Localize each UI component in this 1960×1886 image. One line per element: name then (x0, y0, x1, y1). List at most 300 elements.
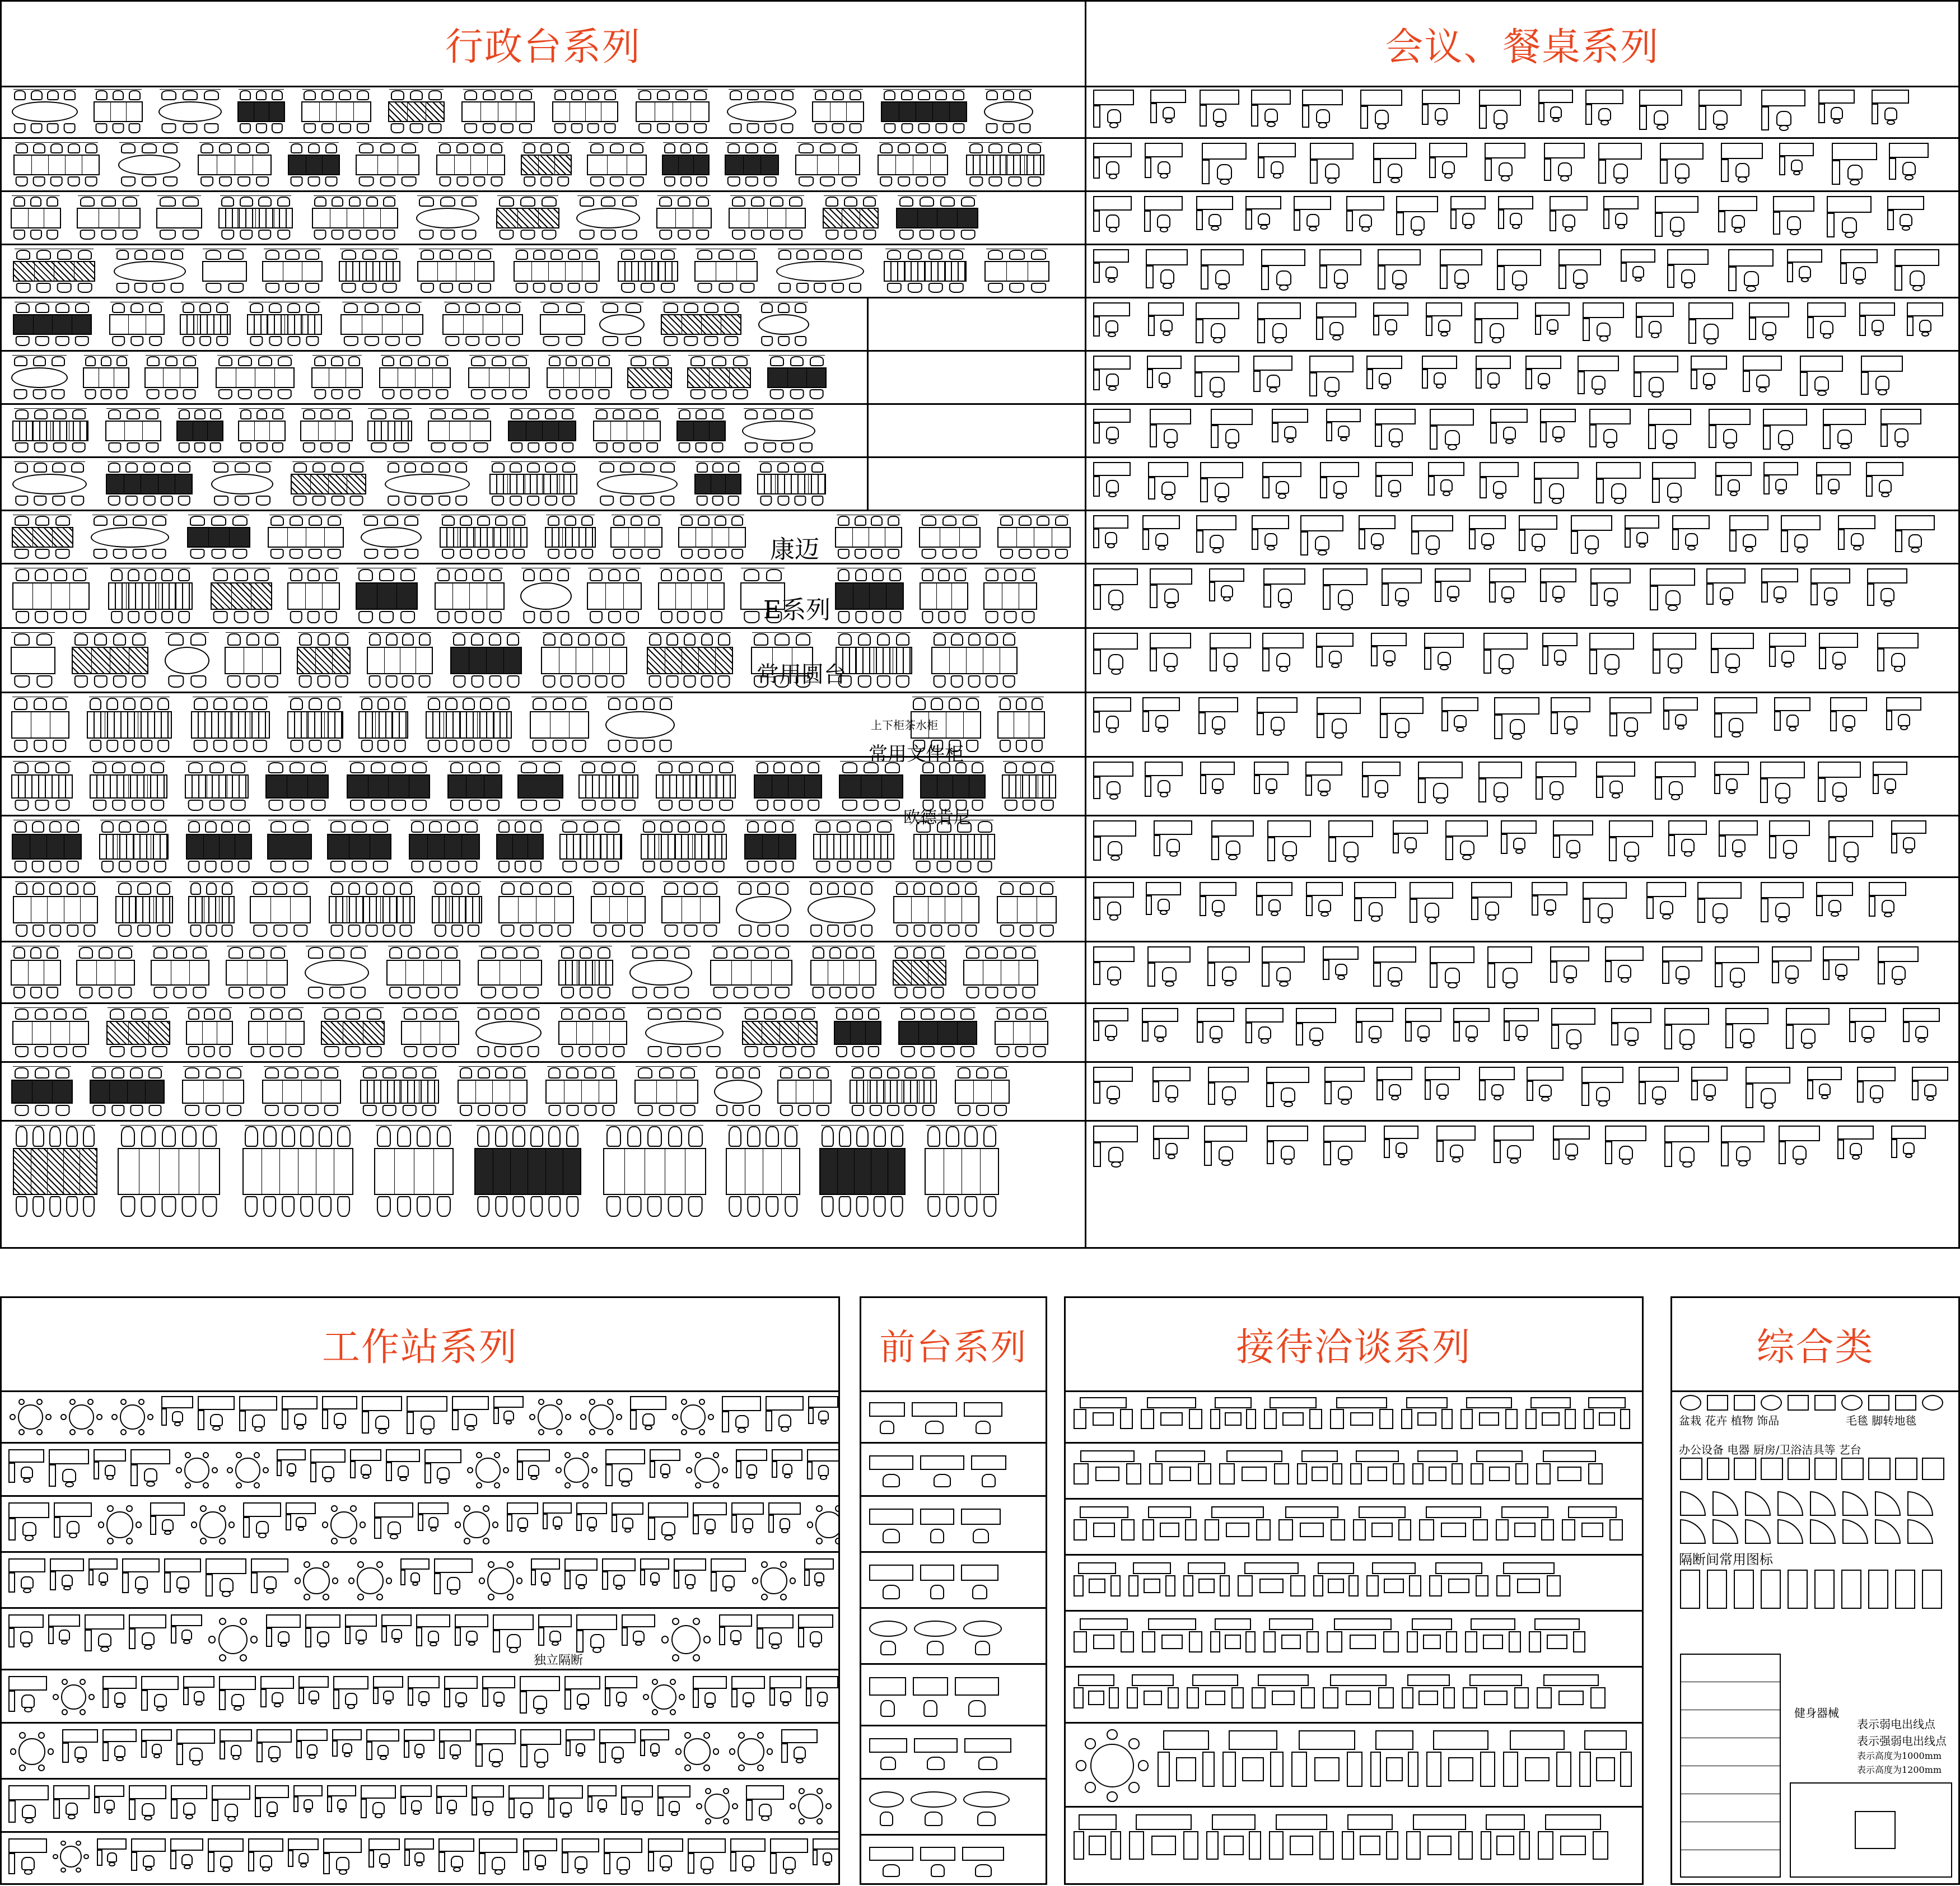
desk-top (1316, 302, 1356, 318)
dimension-line (402, 1007, 458, 1008)
chair-bottom (285, 283, 299, 293)
chair-armrest (1284, 1159, 1292, 1164)
chair-bottom (161, 123, 176, 133)
chair-top (1000, 883, 1014, 895)
desk-top (1211, 409, 1253, 425)
chair-bottom (290, 611, 302, 623)
table-joint (324, 528, 325, 547)
chair-bottom (595, 675, 608, 688)
table-joint (197, 315, 198, 334)
conference-table-block (102, 1007, 175, 1058)
chair-armrest (1327, 178, 1337, 184)
chair-bottom (747, 123, 759, 133)
workstation-block (1257, 697, 1298, 738)
chair-top (648, 1009, 662, 1020)
desk-top (50, 1558, 84, 1571)
chair-bottom (1019, 549, 1032, 559)
chair-top (348, 356, 360, 366)
desk-return (1424, 648, 1431, 670)
chair-armrest (1427, 917, 1436, 923)
workstation-block (1772, 946, 1812, 986)
chair-top (263, 1126, 276, 1147)
chair-armrest (1327, 391, 1337, 397)
chair (1835, 964, 1847, 976)
workstation-block (674, 1558, 706, 1591)
chair-bottom (1020, 925, 1034, 937)
workstation-block (1650, 568, 1695, 614)
desk-return (1639, 1082, 1646, 1104)
desk-top (305, 1614, 340, 1628)
round-chair (591, 1467, 598, 1473)
desk-return (424, 1463, 431, 1483)
chair-bottom (16, 336, 30, 346)
chair (1494, 110, 1508, 124)
chair-top (994, 1067, 1007, 1079)
desk-top (674, 1558, 706, 1571)
table-top (12, 1021, 88, 1045)
chair-armrest (1340, 437, 1348, 442)
table-joint (28, 209, 29, 227)
desk-top (1148, 462, 1188, 477)
chair-bottom (439, 176, 451, 186)
chair (1106, 480, 1119, 493)
chair-top (948, 883, 959, 895)
chair-top (437, 1126, 451, 1147)
chair-top (365, 303, 379, 313)
chair-bottom (994, 1105, 1007, 1116)
chair (1447, 586, 1459, 598)
chair-top (16, 250, 31, 260)
workstation-block (1429, 143, 1467, 181)
chair-bottom (147, 389, 160, 399)
desk-return (1655, 777, 1662, 800)
chair-bottom (613, 1046, 624, 1057)
desk-return (693, 1689, 699, 1708)
chair (1853, 267, 1866, 280)
chair (1894, 428, 1908, 442)
table-top (216, 367, 295, 388)
chair-bottom (204, 1046, 215, 1057)
chair-armrest (1555, 597, 1562, 603)
desk-top (1887, 196, 1924, 210)
chair-bottom (852, 1046, 864, 1057)
dimension-line (322, 1007, 383, 1008)
dimension-line (595, 408, 659, 409)
chair-top (338, 409, 350, 419)
chair-bottom (388, 496, 399, 506)
desk-top (1441, 697, 1478, 711)
desk-top (807, 1449, 838, 1462)
round-chair (350, 1538, 357, 1544)
conference-table-block (536, 302, 589, 347)
desk-return (1142, 1022, 1149, 1042)
desk-top (1262, 462, 1301, 477)
table-top (90, 1080, 165, 1104)
chair-bottom (74, 675, 88, 688)
chair-bottom (35, 1105, 49, 1116)
workstation-block (1393, 820, 1428, 856)
dimension-line (647, 1007, 722, 1008)
desk-return (1371, 646, 1378, 666)
chair-top (277, 197, 290, 207)
chair (1761, 1088, 1776, 1103)
chair-top (712, 409, 724, 419)
workstation-block (1093, 90, 1134, 130)
table-top (641, 834, 727, 860)
round-chair (816, 1505, 823, 1512)
table-joint (460, 712, 461, 737)
meeting-row (1086, 878, 1958, 942)
chair-bottom (362, 283, 377, 293)
chair-bottom (966, 987, 979, 998)
chair-armrest (820, 1475, 827, 1479)
table-top (12, 421, 88, 441)
workstation-block (1142, 1008, 1178, 1044)
chair-top (697, 250, 712, 260)
conference-table-block (7, 697, 73, 753)
chair-bottom (35, 800, 49, 811)
chair-top (489, 633, 501, 646)
chair-top (696, 197, 709, 207)
desk-top (1646, 882, 1686, 897)
table-joint (628, 528, 629, 547)
chair-armrest (662, 1474, 669, 1478)
chair-bottom (1015, 1046, 1028, 1057)
chair (1106, 427, 1119, 440)
chair (1266, 778, 1277, 790)
chair-top (968, 633, 981, 646)
desk-return (1634, 372, 1641, 397)
chair (1462, 213, 1474, 225)
chair-bottom (582, 800, 596, 811)
chair (1501, 586, 1514, 599)
desk-return (54, 1517, 60, 1538)
chair (1850, 1143, 1862, 1155)
dimension-line (116, 881, 171, 882)
conference-table-block (102, 568, 198, 624)
chair-top (55, 1067, 69, 1079)
chair-top (285, 250, 299, 260)
desk-top (1719, 820, 1758, 835)
table-top (367, 421, 413, 441)
workstation-block (1907, 302, 1943, 339)
desk-top (1660, 143, 1704, 160)
chair-bottom (270, 861, 286, 872)
chair-bottom (941, 1046, 955, 1057)
table-top (726, 1148, 800, 1195)
table-top (558, 1021, 627, 1045)
chair (1564, 965, 1577, 979)
chair (1442, 161, 1455, 174)
chair-bottom (511, 1046, 522, 1057)
desk-return (408, 1688, 413, 1706)
chair-bottom (908, 283, 922, 293)
dimension-line (663, 881, 719, 882)
chair-bottom (696, 176, 707, 186)
chair-top (36, 250, 51, 260)
chair-armrest (1218, 284, 1228, 290)
workstation-block (1873, 762, 1907, 796)
chair-top (901, 90, 913, 100)
desk-return (722, 1411, 729, 1433)
chair-bottom (456, 176, 468, 186)
chair-bottom (600, 496, 614, 506)
chair-top (846, 947, 857, 959)
chair-top (112, 303, 125, 313)
chair-bottom (178, 611, 190, 623)
chair-armrest (380, 1756, 387, 1760)
chair-bottom (857, 861, 871, 872)
desk-return (1773, 212, 1780, 235)
workstation-block (1093, 143, 1132, 181)
conference-table-block (206, 568, 276, 624)
conference-table-block (379, 461, 475, 507)
conference-table-block (589, 408, 665, 454)
chair (181, 1630, 192, 1640)
chair-bottom (33, 176, 45, 186)
chair-bottom (495, 1196, 507, 1217)
workstation-block (1354, 882, 1396, 924)
table-top (795, 155, 860, 175)
chair-top (770, 356, 784, 366)
chair-armrest (1285, 855, 1294, 861)
chair-bottom (983, 1196, 996, 1217)
chair-bottom (675, 123, 688, 133)
chair (1730, 968, 1745, 983)
chair-top (1028, 143, 1041, 153)
table-joint (751, 961, 752, 984)
round-chair (254, 1452, 260, 1458)
dimension-line (267, 761, 327, 762)
chair-armrest (1108, 492, 1117, 497)
dimension-line (726, 142, 778, 143)
table-top (636, 101, 710, 122)
chair-bottom (15, 442, 29, 452)
chair-bottom (335, 675, 348, 688)
chair-top (216, 303, 228, 313)
chair-bottom (527, 496, 539, 506)
desk-top (1430, 946, 1474, 963)
chair-top (901, 1009, 915, 1020)
chair-bottom (141, 1196, 156, 1217)
chair-armrest (1437, 120, 1445, 125)
chair-bottom (393, 442, 409, 452)
desk-top (1827, 196, 1872, 213)
chair-top (499, 197, 514, 207)
desk-top (1471, 882, 1512, 898)
chair-top (33, 356, 46, 366)
chair-armrest (812, 1642, 820, 1647)
chair-bottom (554, 123, 566, 133)
chair (1388, 967, 1402, 982)
table-joint (595, 368, 596, 387)
chair-bottom (492, 496, 504, 506)
desk-return (260, 1689, 267, 1707)
chair-bottom (620, 496, 634, 506)
desk-return (1262, 963, 1270, 986)
chair-top (13, 947, 25, 959)
conference-table-block (916, 568, 972, 624)
table-top (12, 527, 73, 548)
desk-top (769, 1676, 801, 1688)
chair-armrest (1746, 286, 1756, 292)
conference-table-block (100, 461, 199, 507)
chair-top (877, 633, 890, 646)
chair-bottom (13, 230, 25, 240)
chair-bottom (101, 389, 112, 399)
chair-bottom (112, 800, 125, 811)
table-joint (1017, 897, 1018, 922)
chair-armrest (1160, 792, 1168, 797)
chair-armrest (1621, 977, 1629, 983)
chair-top (983, 1126, 996, 1147)
chair-bottom (382, 1105, 396, 1116)
chair-bottom (228, 987, 243, 998)
conference-table-block (493, 820, 547, 874)
desk-top (1376, 1067, 1412, 1080)
round-chair (565, 1414, 571, 1420)
chair-bottom (190, 675, 206, 688)
chair-armrest (1279, 666, 1288, 671)
dimension-line (302, 89, 370, 90)
conference-table-block (554, 1007, 632, 1058)
workstation-block (1093, 882, 1134, 923)
desk-top (1093, 946, 1135, 962)
chair-top (284, 1067, 298, 1079)
dimension-line (797, 142, 859, 143)
table-top (478, 960, 542, 986)
table-joint (50, 422, 51, 440)
chair-armrest (146, 1481, 155, 1487)
chair-bottom (949, 283, 964, 293)
chair-top (380, 143, 395, 153)
round-chair (494, 1482, 500, 1488)
chair-top (776, 883, 788, 895)
meeting-row (1086, 1004, 1958, 1063)
chair (1105, 1025, 1117, 1037)
desk-return (386, 1462, 392, 1481)
table-top (808, 896, 875, 923)
dimension-line (696, 461, 741, 462)
chair-top (495, 1067, 507, 1079)
workstation-block (1774, 697, 1810, 734)
chair-top (183, 303, 194, 313)
chair-bottom (497, 740, 510, 752)
chair-top (445, 698, 458, 710)
chair-armrest (1273, 173, 1281, 179)
chair-armrest (748, 1474, 755, 1479)
chair-bottom (411, 861, 423, 872)
chair (587, 1517, 598, 1528)
round-chair (69, 1429, 76, 1435)
conference-table-block (351, 142, 424, 188)
chair-top (562, 463, 575, 473)
workstation-block (1093, 196, 1132, 235)
table-top (105, 421, 161, 441)
desk-top (206, 1558, 246, 1574)
chair-armrest (1456, 727, 1464, 732)
workstation-block (374, 1502, 413, 1542)
table-joint (775, 475, 776, 493)
round-table-block (207, 1613, 259, 1666)
chair-armrest (1109, 1099, 1118, 1104)
chair-top (513, 1067, 525, 1079)
workstation-block (1585, 90, 1623, 128)
round-chair (681, 1399, 687, 1405)
chair-bottom (245, 1196, 258, 1217)
chair-top (478, 250, 491, 260)
chair-top (654, 947, 668, 959)
desk-top (455, 1614, 488, 1627)
chair-top (209, 762, 225, 773)
chair-bottom (272, 123, 283, 133)
chair-armrest (664, 1535, 673, 1540)
chair-top (657, 90, 670, 100)
meeting-row (1086, 511, 1958, 564)
dimension-line (956, 1066, 1009, 1067)
chair-top (497, 698, 510, 710)
chair-top (649, 633, 661, 646)
chair (1879, 480, 1892, 493)
chair-top (1005, 762, 1018, 773)
desk-top (286, 1502, 316, 1514)
conference-table-block (721, 1125, 805, 1218)
chair (1161, 482, 1175, 495)
workstation-row (2, 1670, 838, 1724)
chair-top (173, 947, 186, 959)
chair-bottom (521, 800, 537, 811)
chair-bottom (205, 861, 217, 872)
workstation-block (1891, 1126, 1926, 1160)
desk-top (1714, 697, 1757, 713)
chair-top (1019, 90, 1031, 100)
chair-armrest (1560, 175, 1569, 181)
chair-bottom (373, 861, 388, 872)
chair (1598, 108, 1611, 121)
workstation-block (1146, 882, 1181, 917)
table-top (919, 527, 981, 548)
workstation-block (1714, 762, 1749, 796)
chair-bottom (1000, 740, 1011, 752)
workstation-block (1359, 515, 1396, 552)
chair-top (134, 250, 147, 260)
round-table-top (463, 1511, 489, 1538)
table-joint (731, 961, 732, 984)
chair-bottom (931, 987, 944, 998)
workstation-block (282, 1396, 318, 1432)
table-top (983, 582, 1038, 610)
chair-top (16, 143, 28, 153)
chair (1611, 483, 1626, 498)
chair-bottom (293, 861, 309, 872)
workstation-block (1435, 568, 1471, 604)
desk-return (1578, 371, 1585, 394)
chair-bottom (602, 1105, 614, 1116)
table-joint (954, 835, 955, 858)
chair-bottom (648, 549, 660, 559)
desk-return (1152, 1081, 1159, 1102)
desk-top (650, 1449, 680, 1461)
chair (1435, 108, 1448, 121)
chair-bottom (153, 987, 167, 998)
table-joint (791, 475, 792, 493)
table-joint (503, 648, 504, 673)
chair (1436, 1084, 1448, 1095)
chair-armrest (1492, 337, 1501, 343)
chair (1318, 779, 1330, 792)
chair-top (465, 303, 479, 313)
chair-bottom (426, 987, 439, 998)
